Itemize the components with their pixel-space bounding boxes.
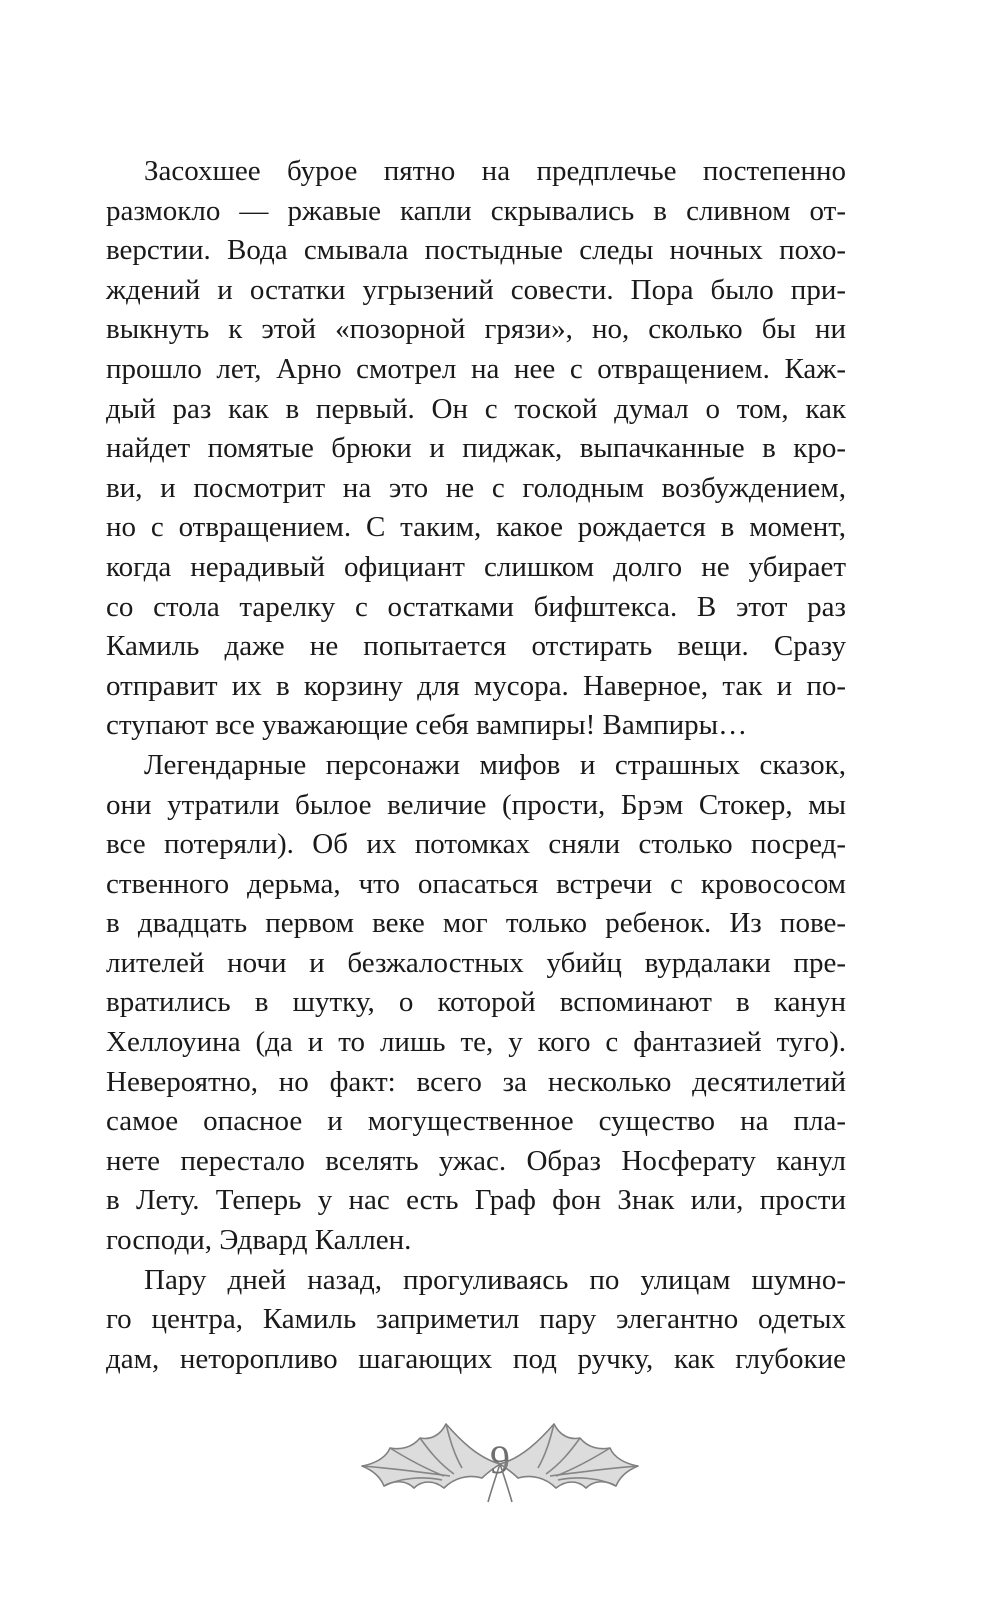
text-line: го центра, Камиль заприметил пару элегантно одетых: [106, 1303, 846, 1336]
text-line: дый раз как в первый. Он с тоской думал о том, как: [106, 392, 846, 425]
text-line: господи, Эдвард Каллен.: [106, 1224, 412, 1257]
paragraph-1: [106, 152, 846, 746]
text-line: ви, и посмотрит на это не с голодным возбуждением,: [106, 471, 846, 504]
body-text: [106, 152, 846, 1379]
text-line: все потеряли). Об их потомках сняли столько посред-: [106, 828, 846, 861]
page-number: 9: [490, 1437, 510, 1482]
text-line: выкнуть к этой «позорной грязи», но, сколько бы ни: [106, 313, 846, 346]
text-line: Пару дней назад, прогуливаясь по улицам шумно-: [144, 1263, 846, 1296]
paragraph-3: [106, 1261, 846, 1380]
bat-wing-right-icon: [496, 1418, 650, 1510]
text-line: самое опасное и могущественное существо на пла-: [106, 1105, 846, 1138]
text-line: верстии. Вода смывала постыдные следы ночных похо-: [106, 234, 846, 267]
text-line: размокло — ржавые капли скрывались в сливном от-: [106, 194, 846, 227]
text-line: вратились в шутку, о которой вспоминают в канун: [106, 986, 846, 1019]
text-line: Невероятно, но факт: всего за несколько десятилетий: [106, 1065, 846, 1098]
text-line: в двадцать первом веке мог только ребенок. Из пове-: [106, 907, 846, 940]
text-line: но с отвращением. С таким, какое рождается в момент,: [106, 511, 846, 544]
text-line: со стола тарелку с остатками бифштекса. В этот раз: [106, 590, 846, 623]
text-line: ственного дерьма, что опасаться встречи с кровососом: [106, 867, 846, 900]
page-footer: [0, 1418, 1000, 1528]
text-line: ждений и остатки угрызений совести. Пора было при-: [106, 273, 846, 306]
text-line: лителей ночи и безжалостных убийц вурдалаки пре-: [106, 946, 846, 979]
text-line: отправит их в корзину для мусора. Наверное, так и по-: [106, 669, 846, 702]
text-line: Камиль даже не попытается отстирать вещи. Сразу: [106, 630, 846, 663]
text-line: найдет помятые брюки и пиджак, выпачканные в кро-: [106, 432, 846, 465]
text-line: нете перестало вселять ужас. Образ Носферату канул: [106, 1144, 846, 1177]
text-line: когда нерадивый официант слишком долго не убирает: [106, 550, 846, 583]
text-line: Засохшее бурое пятно на предплечье постепенно: [144, 155, 846, 187]
paragraph-2: [106, 746, 846, 1261]
text-line: ступают все уважающие себя вампиры! Вампиры…: [106, 709, 748, 742]
text-line: они утратили былое величие (прости, Брэм Стокер, мы: [106, 788, 846, 821]
text-line: дам, неторопливо шагающих под ручку, как глубокие: [106, 1342, 846, 1375]
text-line: Легендарные персонажи мифов и страшных сказок,: [144, 748, 846, 781]
text-line: Хеллоуина (да и то лишь те, у кого с фантазией туго).: [106, 1026, 846, 1059]
text-line: в Лету. Теперь у нас есть Граф фон Знак или, прости: [106, 1184, 846, 1217]
text-line: прошло лет, Арно смотрел на нее с отвращением. Каж-: [106, 352, 846, 385]
